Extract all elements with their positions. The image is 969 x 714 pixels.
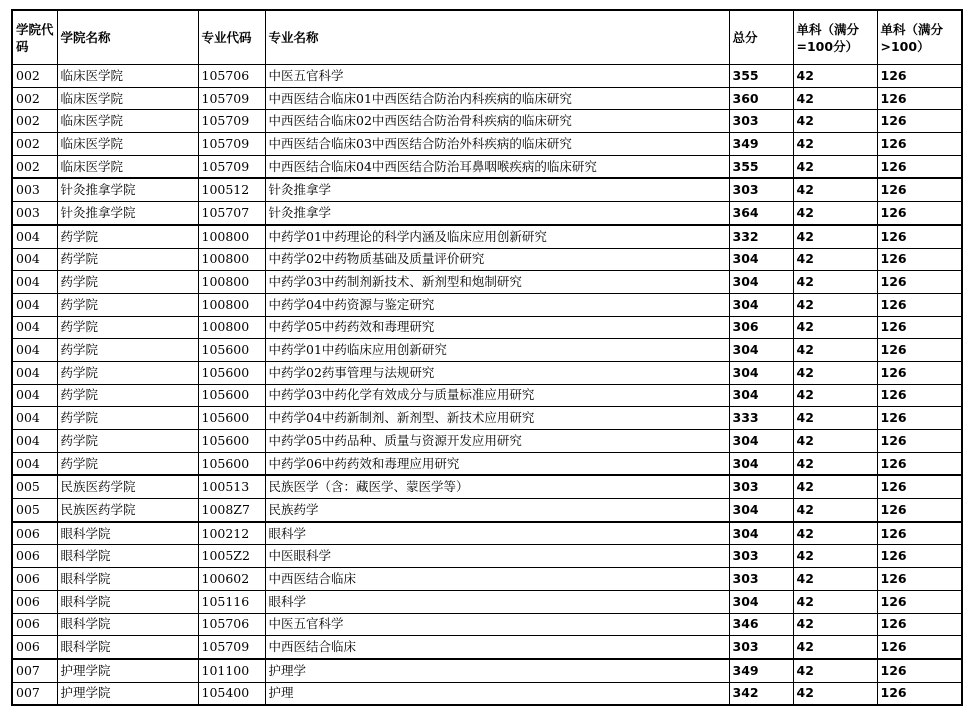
- major-name-cell: 中西医结合临床04中西医结合防治耳鼻咽喉疾病的临床研究: [265, 155, 729, 178]
- major-name-cell: 针灸推拿学: [265, 178, 729, 201]
- college-name-cell: 临床医学院: [57, 133, 198, 156]
- major-name-cell: 中医五官科学: [265, 65, 729, 88]
- major-name-cell: 中药学06中药药效和毒理应用研究: [265, 452, 729, 475]
- college-code-cell: 004: [12, 430, 57, 453]
- single-100-cell: 42: [793, 248, 877, 271]
- single-100-cell: 42: [793, 682, 877, 705]
- single-100-cell: 42: [793, 659, 877, 682]
- major-code-cell: 105400: [198, 682, 265, 705]
- college-name-cell: 药学院: [57, 316, 198, 339]
- college-code-cell: 005: [12, 475, 57, 498]
- table-row: [12, 271, 962, 294]
- table-row: [12, 339, 962, 362]
- major-code-cell: 105709: [198, 110, 265, 133]
- total-score-cell: 303: [729, 475, 793, 498]
- major-code-cell: 1005Z2: [198, 545, 265, 568]
- major-name-cell: 中医眼科学: [265, 545, 729, 568]
- table-row: [12, 430, 962, 453]
- header-single-over100: 单科（满分>100）: [877, 10, 962, 65]
- header-college-code: 学院代码: [12, 10, 57, 65]
- single-100-cell: 42: [793, 202, 877, 225]
- major-name-cell: 中药学03中药制剂新技术、新剂型和炮制研究: [265, 271, 729, 294]
- table-row: [12, 407, 962, 430]
- header-total: 总分: [729, 10, 793, 65]
- single-over100-cell: 126: [877, 499, 962, 522]
- single-over100-cell: 126: [877, 133, 962, 156]
- major-code-cell: 105709: [198, 636, 265, 659]
- single-over100-cell: 126: [877, 155, 962, 178]
- single-over100-cell: 126: [877, 522, 962, 545]
- college-code-cell: 002: [12, 65, 57, 88]
- college-code-cell: 006: [12, 522, 57, 545]
- table-row: [12, 361, 962, 384]
- table-row: [12, 568, 962, 591]
- single-100-cell: 42: [793, 87, 877, 110]
- table-row: [12, 499, 962, 522]
- table-row: [12, 522, 962, 545]
- single-over100-cell: 126: [877, 316, 962, 339]
- college-name-cell: 眼科学院: [57, 613, 198, 636]
- single-100-cell: 42: [793, 499, 877, 522]
- college-code-cell: 004: [12, 225, 57, 248]
- single-over100-cell: 126: [877, 613, 962, 636]
- major-name-cell: 中药学01中药临床应用创新研究: [265, 339, 729, 362]
- total-score-cell: 304: [729, 339, 793, 362]
- single-over100-cell: 126: [877, 225, 962, 248]
- college-name-cell: 民族医药学院: [57, 475, 198, 498]
- college-code-cell: 004: [12, 293, 57, 316]
- single-100-cell: 42: [793, 155, 877, 178]
- single-over100-cell: 126: [877, 202, 962, 225]
- single-over100-cell: 126: [877, 636, 962, 659]
- table-row: [12, 178, 962, 201]
- college-name-cell: 临床医学院: [57, 65, 198, 88]
- major-code-cell: 105600: [198, 430, 265, 453]
- single-100-cell: 42: [793, 384, 877, 407]
- major-name-cell: 中药学05中药品种、质量与资源开发应用研究: [265, 430, 729, 453]
- college-name-cell: 针灸推拿学院: [57, 178, 198, 201]
- table-row: [12, 613, 962, 636]
- single-over100-cell: 126: [877, 659, 962, 682]
- major-name-cell: 中西医结合临床03中西医结合防治外科疾病的临床研究: [265, 133, 729, 156]
- major-name-cell: 中药学05中药药效和毒理研究: [265, 316, 729, 339]
- single-100-cell: 42: [793, 545, 877, 568]
- single-100-cell: 42: [793, 316, 877, 339]
- major-code-cell: 100800: [198, 316, 265, 339]
- table-row: [12, 110, 962, 133]
- total-score-cell: 303: [729, 110, 793, 133]
- college-name-cell: 药学院: [57, 430, 198, 453]
- college-code-cell: 004: [12, 316, 57, 339]
- major-code-cell: 105116: [198, 590, 265, 613]
- single-over100-cell: 126: [877, 87, 962, 110]
- total-score-cell: 342: [729, 682, 793, 705]
- table-row: [12, 384, 962, 407]
- major-code-cell: 105709: [198, 133, 265, 156]
- college-name-cell: 护理学院: [57, 659, 198, 682]
- college-code-cell: 002: [12, 110, 57, 133]
- table-row: [12, 65, 962, 88]
- college-name-cell: 药学院: [57, 384, 198, 407]
- college-code-cell: 003: [12, 178, 57, 201]
- total-score-cell: 332: [729, 225, 793, 248]
- college-code-cell: 007: [12, 682, 57, 705]
- major-code-cell: 105600: [198, 384, 265, 407]
- college-code-cell: 002: [12, 133, 57, 156]
- total-score-cell: 304: [729, 384, 793, 407]
- major-code-cell: 105600: [198, 452, 265, 475]
- college-name-cell: 针灸推拿学院: [57, 202, 198, 225]
- college-code-cell: 007: [12, 659, 57, 682]
- total-score-cell: 333: [729, 407, 793, 430]
- single-100-cell: 42: [793, 65, 877, 88]
- major-code-cell: 100212: [198, 522, 265, 545]
- college-code-cell: 005: [12, 499, 57, 522]
- header-major-name: 专业名称: [265, 10, 729, 65]
- college-code-cell: 004: [12, 384, 57, 407]
- table-row: [12, 545, 962, 568]
- major-name-cell: 中医五官科学: [265, 613, 729, 636]
- major-code-cell: 100800: [198, 293, 265, 316]
- major-name-cell: 中西医结合临床: [265, 568, 729, 591]
- total-score-cell: 304: [729, 361, 793, 384]
- college-name-cell: 药学院: [57, 248, 198, 271]
- college-code-cell: 006: [12, 568, 57, 591]
- major-code-cell: 100602: [198, 568, 265, 591]
- header-single-100: 单科（满分=100分）: [793, 10, 877, 65]
- major-name-cell: 眼科学: [265, 522, 729, 545]
- total-score-cell: 364: [729, 202, 793, 225]
- total-score-cell: 306: [729, 316, 793, 339]
- college-name-cell: 临床医学院: [57, 155, 198, 178]
- table-row: [12, 155, 962, 178]
- table-row: [12, 452, 962, 475]
- major-name-cell: 中西医结合临床: [265, 636, 729, 659]
- major-name-cell: 中药学03中药化学有效成分与质量标准应用研究: [265, 384, 729, 407]
- single-100-cell: 42: [793, 636, 877, 659]
- college-code-cell: 002: [12, 87, 57, 110]
- header-row: [12, 10, 962, 65]
- major-code-cell: 1008Z7: [198, 499, 265, 522]
- college-name-cell: 药学院: [57, 225, 198, 248]
- single-over100-cell: 126: [877, 384, 962, 407]
- single-100-cell: 42: [793, 133, 877, 156]
- table-row: [12, 659, 962, 682]
- single-100-cell: 42: [793, 475, 877, 498]
- table-row: [12, 590, 962, 613]
- table-row: [12, 682, 962, 705]
- single-100-cell: 42: [793, 613, 877, 636]
- college-code-cell: 004: [12, 339, 57, 362]
- table-row: [12, 293, 962, 316]
- major-name-cell: 中药学01中药理论的科学内涵及临床应用创新研究: [265, 225, 729, 248]
- total-score-cell: 346: [729, 613, 793, 636]
- single-over100-cell: 126: [877, 452, 962, 475]
- college-name-cell: 药学院: [57, 339, 198, 362]
- single-over100-cell: 126: [877, 293, 962, 316]
- total-score-cell: 304: [729, 499, 793, 522]
- single-over100-cell: 126: [877, 430, 962, 453]
- total-score-cell: 304: [729, 452, 793, 475]
- total-score-cell: 304: [729, 248, 793, 271]
- major-code-cell: 100513: [198, 475, 265, 498]
- score-table: [11, 9, 963, 706]
- single-100-cell: 42: [793, 293, 877, 316]
- single-over100-cell: 126: [877, 361, 962, 384]
- major-code-cell: 105600: [198, 407, 265, 430]
- single-over100-cell: 126: [877, 339, 962, 362]
- table-row: [12, 475, 962, 498]
- single-100-cell: 42: [793, 361, 877, 384]
- total-score-cell: 355: [729, 155, 793, 178]
- single-over100-cell: 126: [877, 475, 962, 498]
- total-score-cell: 304: [729, 430, 793, 453]
- single-100-cell: 42: [793, 110, 877, 133]
- header-college-name: 学院名称: [57, 10, 198, 65]
- college-code-cell: 004: [12, 271, 57, 294]
- college-name-cell: 药学院: [57, 271, 198, 294]
- major-code-cell: 105707: [198, 202, 265, 225]
- single-over100-cell: 126: [877, 682, 962, 705]
- total-score-cell: 304: [729, 293, 793, 316]
- table-row: [12, 133, 962, 156]
- major-code-cell: 105706: [198, 65, 265, 88]
- major-name-cell: 护理: [265, 682, 729, 705]
- total-score-cell: 304: [729, 522, 793, 545]
- table-row: [12, 636, 962, 659]
- college-code-cell: 003: [12, 202, 57, 225]
- single-over100-cell: 126: [877, 271, 962, 294]
- major-code-cell: 101100: [198, 659, 265, 682]
- total-score-cell: 360: [729, 87, 793, 110]
- major-code-cell: 100800: [198, 225, 265, 248]
- college-name-cell: 临床医学院: [57, 87, 198, 110]
- college-code-cell: 006: [12, 545, 57, 568]
- table-row: [12, 87, 962, 110]
- major-name-cell: 中西医结合临床01中西医结合防治内科疾病的临床研究: [265, 87, 729, 110]
- total-score-cell: 303: [729, 568, 793, 591]
- single-over100-cell: 126: [877, 545, 962, 568]
- major-name-cell: 眼科学: [265, 590, 729, 613]
- table-row: [12, 202, 962, 225]
- college-name-cell: 药学院: [57, 293, 198, 316]
- single-100-cell: 42: [793, 452, 877, 475]
- single-over100-cell: 126: [877, 65, 962, 88]
- major-code-cell: 105706: [198, 613, 265, 636]
- major-code-cell: 105709: [198, 155, 265, 178]
- total-score-cell: 349: [729, 133, 793, 156]
- major-name-cell: 中药学04中药资源与鉴定研究: [265, 293, 729, 316]
- college-code-cell: 006: [12, 613, 57, 636]
- college-code-cell: 002: [12, 155, 57, 178]
- college-code-cell: 004: [12, 361, 57, 384]
- header-major-code: 专业代码: [198, 10, 265, 65]
- table-row: [12, 225, 962, 248]
- single-100-cell: 42: [793, 225, 877, 248]
- single-over100-cell: 126: [877, 568, 962, 591]
- major-name-cell: 中药学04中药新制剂、新剂型、新技术应用研究: [265, 407, 729, 430]
- college-code-cell: 004: [12, 407, 57, 430]
- total-score-cell: 303: [729, 545, 793, 568]
- single-100-cell: 42: [793, 568, 877, 591]
- major-code-cell: 100512: [198, 178, 265, 201]
- single-over100-cell: 126: [877, 248, 962, 271]
- college-name-cell: 眼科学院: [57, 590, 198, 613]
- single-100-cell: 42: [793, 178, 877, 201]
- college-name-cell: 临床医学院: [57, 110, 198, 133]
- total-score-cell: 304: [729, 271, 793, 294]
- college-name-cell: 药学院: [57, 407, 198, 430]
- total-score-cell: 303: [729, 178, 793, 201]
- major-name-cell: 针灸推拿学: [265, 202, 729, 225]
- total-score-cell: 303: [729, 636, 793, 659]
- table-row: [12, 316, 962, 339]
- major-code-cell: 100800: [198, 271, 265, 294]
- total-score-cell: 349: [729, 659, 793, 682]
- college-name-cell: 眼科学院: [57, 636, 198, 659]
- single-100-cell: 42: [793, 271, 877, 294]
- college-name-cell: 药学院: [57, 452, 198, 475]
- major-code-cell: 105709: [198, 87, 265, 110]
- table-row: [12, 248, 962, 271]
- single-100-cell: 42: [793, 522, 877, 545]
- total-score-cell: 355: [729, 65, 793, 88]
- major-name-cell: 中药学02药事管理与法规研究: [265, 361, 729, 384]
- major-name-cell: 中西医结合临床02中西医结合防治骨科疾病的临床研究: [265, 110, 729, 133]
- major-code-cell: 105600: [198, 339, 265, 362]
- major-code-cell: 100800: [198, 248, 265, 271]
- major-code-cell: 105600: [198, 361, 265, 384]
- single-over100-cell: 126: [877, 110, 962, 133]
- single-over100-cell: 126: [877, 590, 962, 613]
- college-name-cell: 眼科学院: [57, 522, 198, 545]
- college-name-cell: 眼科学院: [57, 545, 198, 568]
- college-name-cell: 民族医药学院: [57, 499, 198, 522]
- total-score-cell: 304: [729, 590, 793, 613]
- college-code-cell: 006: [12, 590, 57, 613]
- college-code-cell: 004: [12, 248, 57, 271]
- single-100-cell: 42: [793, 407, 877, 430]
- college-name-cell: 护理学院: [57, 682, 198, 705]
- single-100-cell: 42: [793, 339, 877, 362]
- single-over100-cell: 126: [877, 407, 962, 430]
- major-name-cell: 民族药学: [265, 499, 729, 522]
- major-name-cell: 护理学: [265, 659, 729, 682]
- major-name-cell: 民族医学（含：藏医学、蒙医学等）: [265, 475, 729, 498]
- single-100-cell: 42: [793, 590, 877, 613]
- major-name-cell: 中药学02中药物质基础及质量评价研究: [265, 248, 729, 271]
- college-name-cell: 眼科学院: [57, 568, 198, 591]
- college-name-cell: 药学院: [57, 361, 198, 384]
- college-code-cell: 004: [12, 452, 57, 475]
- single-over100-cell: 126: [877, 178, 962, 201]
- single-100-cell: 42: [793, 430, 877, 453]
- college-code-cell: 006: [12, 636, 57, 659]
